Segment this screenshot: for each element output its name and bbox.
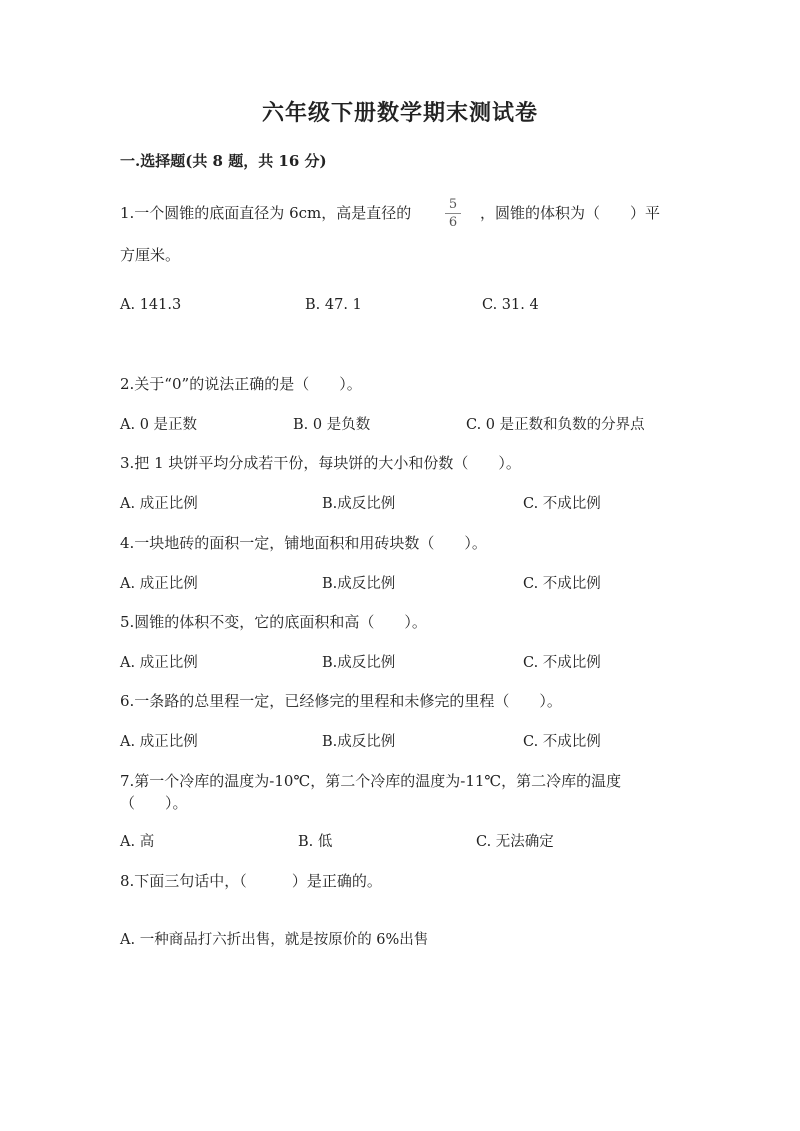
question-7-option-a: A. 高: [120, 834, 155, 850]
question-1-text-cont: ，圆锥的体积为（ ）平: [480, 204, 661, 222]
question-3-option-a: A. 成正比例: [120, 496, 198, 512]
question-2-option-a: A. 0 是正数: [120, 417, 198, 433]
question-6-option-c: C. 不成比例: [523, 734, 601, 750]
section-heading: 一.选择题(共 8 题，共 16 分): [120, 152, 327, 170]
question-7-text: 7.第一个冷库的温度为-10℃，第二个冷库的温度为-11℃，第二冷库的温度: [120, 772, 622, 790]
question-6-option-a: A. 成正比例: [120, 734, 198, 750]
question-6-option-b: B.成反比例: [322, 734, 396, 750]
fraction-numerator: 5: [448, 197, 458, 212]
question-8-text: 8.下面三句话中，（ ）是正确的。: [120, 872, 382, 890]
question-5-option-b: B.成反比例: [322, 655, 396, 671]
fraction-denominator: 6: [448, 215, 458, 230]
question-1-option-b: B. 47. 1: [305, 297, 362, 313]
question-6-text: 6.一条路的总里程一定，已经修完的里程和未修完的里程（ ）。: [120, 692, 562, 710]
question-4-text: 4.一块地砖的面积一定，铺地面积和用砖块数（ ）。: [120, 534, 487, 552]
question-7-option-c: C. 无法确定: [476, 834, 554, 850]
question-1-text: 1.一个圆锥的底面直径为 6cm，高是直径的: [120, 204, 412, 222]
question-1-option-a: A. 141.3: [120, 297, 182, 313]
question-3-option-c: C. 不成比例: [523, 496, 601, 512]
page-title: 六年级下册数学期末测试卷: [261, 100, 538, 126]
question-3-text: 3.把 1 块饼平均分成若干份，每块饼的大小和份数（ ）。: [120, 454, 521, 472]
question-5-text: 5.圆锥的体积不变，它的底面积和高（ ）。: [120, 613, 427, 631]
question-5-option-a: A. 成正比例: [120, 655, 198, 671]
question-8-option-a: A. 一种商品打六折出售，就是按原价的 6%出售: [120, 932, 429, 948]
question-2-option-c: C. 0 是正数和负数的分界点: [466, 417, 645, 433]
question-2-option-b: B. 0 是负数: [293, 417, 371, 433]
question-7-line-2: （ ）。: [120, 794, 188, 812]
question-2-text: 2.关于“0”的说法正确的是（ ）。: [120, 375, 362, 393]
fraction-five-sixths: [443, 198, 463, 229]
question-4-option-c: C. 不成比例: [523, 576, 601, 592]
question-1-option-c: C. 31. 4: [482, 297, 539, 313]
question-4-option-b: B.成反比例: [322, 576, 396, 592]
question-1-line-2: 方厘米。: [120, 246, 181, 264]
question-3-option-b: B.成反比例: [322, 496, 396, 512]
question-7-option-b: B. 低: [298, 834, 333, 850]
question-4-option-a: A. 成正比例: [120, 576, 198, 592]
question-5-option-c: C. 不成比例: [523, 655, 601, 671]
